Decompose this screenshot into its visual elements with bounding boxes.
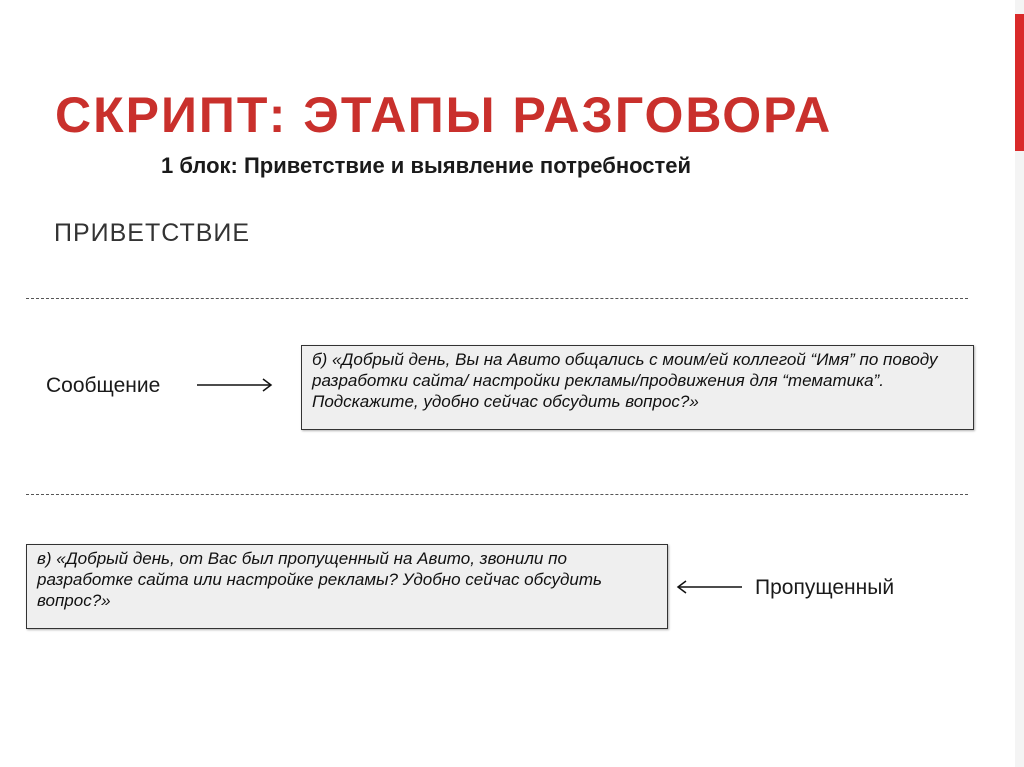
right-accent-bar (1015, 14, 1024, 151)
slide-title: СКРИПТ: ЭТАПЫ РАЗГОВОРА (55, 87, 833, 143)
slide-subtitle: 1 блок: Приветствие и выявление потребностей (161, 153, 692, 178)
divider-bottom (26, 494, 968, 495)
section-heading: ПРИВЕТСТВИЕ (54, 219, 251, 247)
missed-script-box: в) «Добрый день, от Вас был пропущенный на Авито, звонили по разработке сайта или настройке рекламы? Удобно сейчас обсудить вопрос?» (26, 544, 668, 629)
divider-top (26, 298, 968, 299)
arrow-right-icon (197, 378, 273, 392)
missed-label: Пропущенный (755, 576, 895, 599)
message-script-box: б) «Добрый день, Вы на Авито общались с моим/ей коллегой “Имя” по поводу разработки сайта/ настройки рекламы/продвижения для “тематика”. Подскажите, удобно сейчас обсудить вопрос?» (301, 345, 974, 430)
arrow-left-icon (676, 580, 742, 594)
message-label: Сообщение (46, 374, 161, 397)
